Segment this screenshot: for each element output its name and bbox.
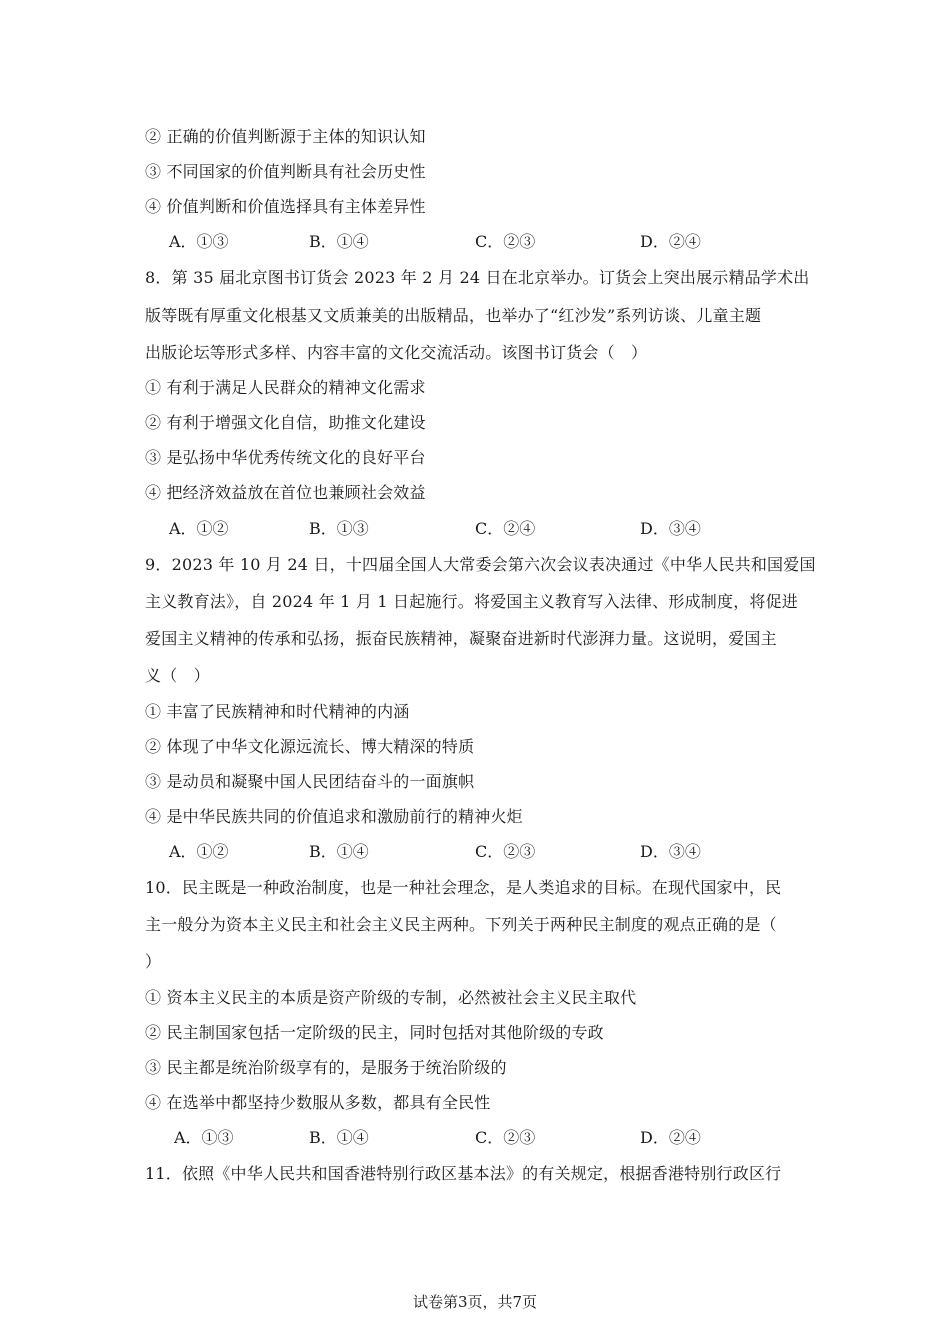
q9-options xyxy=(145,842,810,862)
q8-option-c[interactable]: C．②④ xyxy=(475,519,536,538)
q9-statement-3: ③ 是动员和凝聚中国人民团结奋斗的一面旗帜 xyxy=(145,772,475,791)
q10-options xyxy=(145,1128,810,1148)
q9-stem-line-2: 主义教育法》，自 2024 年 1 月 1 日起施行。将爱国主义教育写入法律、形成制度，将促进 xyxy=(145,592,798,611)
q9-statement-2: ② 体现了中华文化源远流长、博大精深的特质 xyxy=(145,737,475,756)
q10-stem-line-3: ） xyxy=(145,952,162,971)
q7-option-b[interactable]: B．①④ xyxy=(309,232,369,251)
q10-statement-2: ② 民主制国家包括一定阶级的民主，同时包括对其他阶级的专政 xyxy=(145,1023,604,1042)
q9-option-d[interactable]: D．③④ xyxy=(640,842,701,861)
q8-stem-line-2: 版等既有厚重文化根基又文质兼美的出版精品，也举办了“红沙发”系列访谈、儿童主题 xyxy=(145,306,762,325)
q10-option-d[interactable]: D．②④ xyxy=(640,1128,701,1147)
q10-statement-1: ① 资本主义民主的本质是资产阶级的专制，必然被社会主义民主取代 xyxy=(145,988,637,1007)
q9-stem-line-1: 9．2023 年 10 月 24 日，十四届全国人大常委会第六次会议表决通过《中华人民共和国爱国 xyxy=(145,555,816,574)
q10-statement-4: ④ 在选举中都坚持少数服从多数，都具有全民性 xyxy=(145,1093,491,1112)
q9-stem-line-4: 义（ ） xyxy=(145,666,210,685)
q7-statement-3: ③ 不同国家的价值判断具有社会历史性 xyxy=(145,162,426,181)
q8-statement-1: ① 有利于满足人民群众的精神文化需求 xyxy=(145,378,426,397)
q10-option-c[interactable]: C．②③ xyxy=(475,1128,536,1147)
q7-statement-4: ④ 价值判断和价值选择具有主体差异性 xyxy=(145,197,426,216)
q7-statement-2: ② 正确的价值判断源于主体的知识认知 xyxy=(145,127,426,146)
q11-stem-line-1: 11．依照《中华人民共和国香港特别行政区基本法》的有关规定，根据香港特别行政区行 xyxy=(145,1164,782,1183)
q8-stem-line-3: 出版论坛等形式多样、内容丰富的文化交流活动。该图书订货会（ ） xyxy=(145,343,648,362)
q7-option-d[interactable]: D．②④ xyxy=(640,232,701,251)
q8-option-b[interactable]: B．①③ xyxy=(309,519,369,538)
q9-option-c[interactable]: C．②③ xyxy=(475,842,536,861)
q8-option-d[interactable]: D．③④ xyxy=(640,519,701,538)
q8-statement-3: ③ 是弘扬中华优秀传统文化的良好平台 xyxy=(145,448,426,467)
q8-statement-4: ④ 把经济效益放在首位也兼顾社会效益 xyxy=(145,483,426,502)
page-footer: 试卷第3页，共7页 xyxy=(412,1293,538,1311)
q9-option-a[interactable]: A．①② xyxy=(169,842,229,861)
q7-option-a[interactable]: A．①③ xyxy=(169,232,229,251)
q8-option-a[interactable]: A．①② xyxy=(169,519,229,538)
q10-option-a[interactable]: A．①③ xyxy=(174,1128,234,1147)
q8-stem-line-1: 8．第 35 届北京图书订货会 2023 年 2 月 24 日在北京举办。订货会上突出展示精品学术出 xyxy=(145,268,810,287)
q8-options xyxy=(145,519,810,539)
q10-option-b[interactable]: B．①④ xyxy=(309,1128,369,1147)
q9-statement-1: ① 丰富了民族精神和时代精神的内涵 xyxy=(145,702,410,721)
q7-option-c[interactable]: C．②③ xyxy=(475,232,536,251)
q9-stem-line-3: 爱国主义精神的传承和弘扬，振奋民族精神，凝聚奋进新时代澎湃力量。这说明，爱国主 xyxy=(145,629,777,648)
q10-stem-line-2: 主一般分为资本主义民主和社会主义民主两种。下列关于两种民主制度的观点正确的是（ xyxy=(145,915,777,934)
q10-stem-line-1: 10．民主既是一种政治制度，也是一种社会理念，是人类追求的目标。在现代国家中，民 xyxy=(145,878,782,897)
q7-options xyxy=(145,232,810,252)
q9-option-b[interactable]: B．①④ xyxy=(309,842,369,861)
q9-statement-4: ④ 是中华民族共同的价值追求和激励前行的精神火炬 xyxy=(145,807,523,826)
q8-statement-2: ② 有利于增强文化自信，助推文化建设 xyxy=(145,413,426,432)
q10-statement-3: ③ 民主都是统治阶级享有的，是服务于统治阶级的 xyxy=(145,1058,507,1077)
